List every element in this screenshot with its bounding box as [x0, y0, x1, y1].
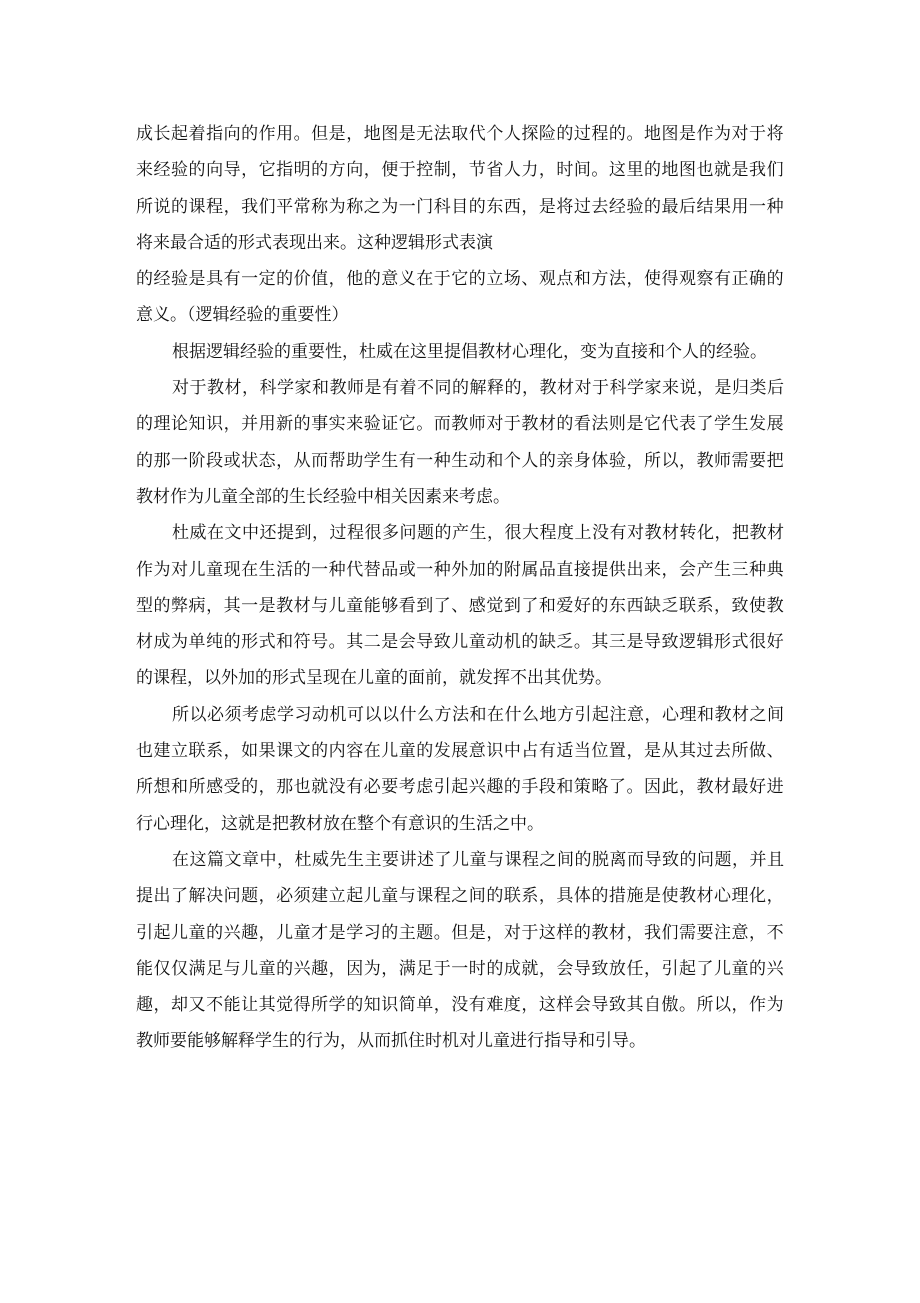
- line-text: 引 起 儿 童 的 兴 趣 ， 儿 童 才 是 学 习 的 主 题 。 但 是 ， 对 于 这 样 的 教 材 ， 我 们 需 要 注 意 ， 不: [136, 922, 784, 943]
- text-line: [136, 116, 784, 152]
- line-text: 所 想 和 所 感 受 的 ， 那 也 就 没 有 必 要 考 虑 引 起 兴 趣 的 手 段 和 策 略 了 。 因 此 ， 教 材 最 好 进: [136, 777, 784, 798]
- line-text: 来 经 验 的 向 导 ， 它 指 明 的 方 向 ， 便 于 控 制 ， 节 省 人 力 ， 时 间 。 这 里 的 地 图 也 就 是 我 们: [136, 160, 784, 181]
- line-text: 趣 ， 却 又 不 能 让 其 觉 得 所 学 的 知 识 简 单 ， 没 有 难 度 ， 这 样 会 导 致 其 自 傲 。 所 以 ， 作 为: [136, 995, 784, 1016]
- text-line: [136, 769, 784, 805]
- text-line: [136, 552, 784, 588]
- line-text: 的课程，以外加的形式呈现在儿童的面前，就发挥不出其优势。: [136, 668, 612, 689]
- line-text: 的 经 验 是 具 有 一 定 的 价 值 ， 他 的 意 义 在 于 它 的 立 场 、 观 点 和 方 法 ， 使 得 观 察 有 正 确 的: [136, 269, 784, 290]
- line-text: 杜 威 在 文 中 还 提 到 ， 过 程 很 多 问 题 的 产 生 ， 很 大 程 度 上 没 有 对 教 材 转 化 ， 把 教 材: [172, 523, 784, 544]
- line-text: 根据逻辑经验的重要性，杜威在这里提倡教材心理化，变为直接和个人的经验。: [172, 341, 767, 362]
- text-line: [136, 297, 784, 333]
- text-line: [136, 479, 784, 515]
- line-text: 也 建 立 联 系 ， 如 果 课 文 的 内 容 在 儿 童 的 发 展 意 识 中 占 有 适 当 位 置 ， 是 从 其 过 去 所 做 、: [136, 741, 784, 762]
- document-body: [136, 116, 784, 1060]
- line-text: 在 这 篇 文 章 中 ， 杜 威 先 生 主 要 讲 述 了 儿 童 与 课 程 之 间 的 脱 离 而 导 致 的 问 题 ， 并 且: [172, 849, 784, 870]
- line-text: 的 理 论 知 识 ， 并 用 新 的 事 实 来 验 证 它 。 而 教 师 对 于 教 材 的 看 法 则 是 它 代 表 了 学 生 发 展: [136, 414, 784, 435]
- text-line: [136, 806, 784, 842]
- text-line: [136, 697, 784, 733]
- line-text: 所 说 的 课 程 ， 我 们 平 常 称 为 称 之 为 一 门 科 目 的 东 西 ， 是 将 过 去 经 验 的 最 后 结 果 用 一 种: [136, 196, 784, 217]
- line-text: 行心理化，这就是把教材放在整个有意识的生活之中。: [136, 813, 544, 834]
- line-text: 的 那 一 阶 段 或 状 态 ， 从 而 帮 助 学 生 有 一 种 生 动 和 个 人 的 亲 身 体 验 ， 所 以 ， 教 师 需 要 把: [136, 450, 784, 471]
- text-line: [136, 624, 784, 660]
- text-line: [136, 733, 784, 769]
- line-text: 将来最合适的形式表现出来。这种逻辑形式表演: [136, 232, 493, 253]
- line-text: 能 仅 仅 满 足 与 儿 童 的 兴 趣 ， 因 为 ， 满 足 于 一 时 的 成 就 ， 会 导 致 放 任 ， 引 起 了 儿 童 的 兴: [136, 958, 784, 979]
- text-line: [136, 406, 784, 442]
- line-text: 教师要能够解释学生的行为，从而抓住时机对儿童进行指导和引导。: [136, 1031, 646, 1052]
- line-text: 意义。（逻辑经验的重要性）: [136, 305, 349, 326]
- text-line: [136, 660, 784, 696]
- line-text: 成 长 起 着 指 向 的 作 用 。 但 是 ， 地 图 是 无 法 取 代 个 人 探 险 的 过 程 的 。 地 图 是 作 为 对 于 将: [136, 124, 784, 144]
- line-text: 对 于 教 材 ， 科 学 家 和 教 师 是 有 着 不 同 的 解 释 的 ， 教 材 对 于 科 学 家 来 说 ， 是 归 类 后: [172, 378, 784, 399]
- text-line: [136, 987, 784, 1023]
- line-text: 型 的 弊 病 ， 其 一 是 教 材 与 儿 童 能 够 看 到 了 、 感 觉 到 了 和 爱 好 的 东 西 缺 乏 联 系 ， 致 使 教: [136, 595, 784, 616]
- text-line: [136, 515, 784, 551]
- text-line: [136, 225, 784, 261]
- text-line: [136, 261, 784, 297]
- text-line: [136, 443, 784, 479]
- line-text: 所 以 必 须 考 虑 学 习 动 机 可 以 以 什 么 方 法 和 在 什 么 地 方 引 起 注 意 ， 心 理 和 教 材 之 间: [172, 704, 784, 725]
- text-line: [136, 588, 784, 624]
- text-line: [136, 1023, 784, 1059]
- line-text: 材 成 为 单 纯 的 形 式 和 符 号 。 其 二 是 会 导 致 儿 童 动 机 的 缺 乏 。 其 三 是 导 致 逻 辑 形 式 很 好: [136, 632, 784, 653]
- text-line: [136, 334, 784, 370]
- text-line: [136, 915, 784, 951]
- text-line: [136, 189, 784, 225]
- text-line: [136, 152, 784, 188]
- text-line: [136, 842, 784, 878]
- line-text: 提 出 了 解 决 问 题 ， 必 须 建 立 起 儿 童 与 课 程 之 间 的 联 系 ， 具 体 的 措 施 是 使 教 材 心 理 化 ，: [136, 886, 784, 907]
- text-line: [136, 370, 784, 406]
- line-text: 教材作为儿童全部的生长经验中相关因素来考虑。: [136, 486, 510, 507]
- text-line: [136, 878, 784, 914]
- line-text: 作 为 对 儿 童 现 在 生 活 的 一 种 代 替 品 或 一 种 外 加 的 附 属 品 直 接 提 供 出 来 ， 会 产 生 三 种 典: [136, 559, 784, 580]
- text-line: [136, 951, 784, 987]
